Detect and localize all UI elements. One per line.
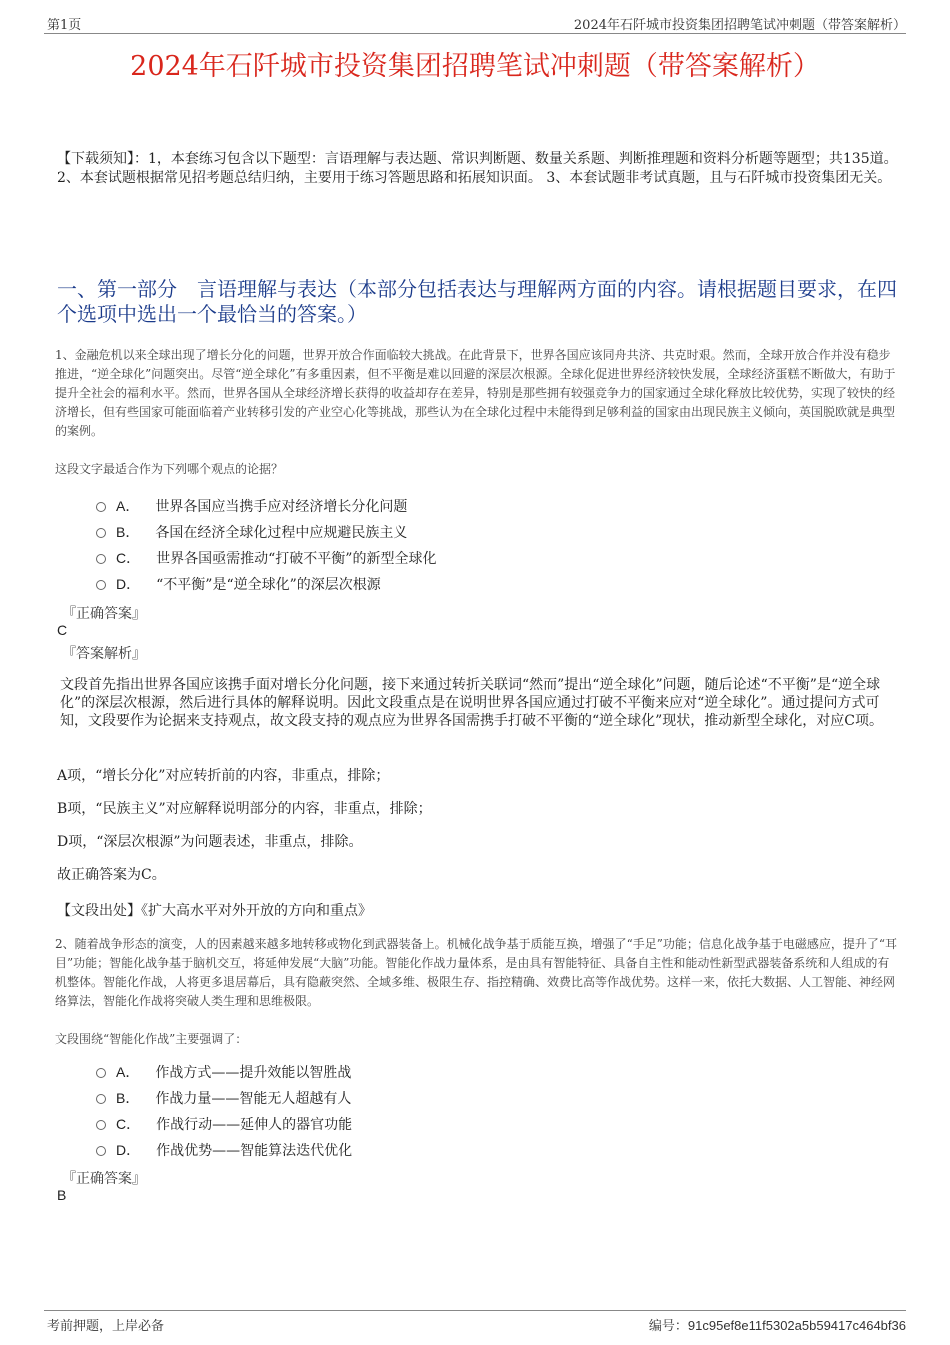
- radio-icon[interactable]: [96, 1146, 106, 1156]
- footer-divider: [44, 1310, 906, 1311]
- q1-option-b[interactable]: B． 各国在经济全球化过程中应规避民族主义: [96, 523, 407, 542]
- page-number: 第1页: [47, 18, 82, 33]
- radio-icon[interactable]: [96, 580, 106, 590]
- page-title: 2024年石阡城市投资集团招聘笔试冲刺题（带答案解析）: [130, 51, 820, 82]
- header-doc-title: 2024年石阡城市投资集团招聘笔试冲刺题（带答案解析）: [573, 18, 906, 33]
- radio-icon[interactable]: [96, 528, 106, 538]
- radio-icon[interactable]: [96, 502, 106, 512]
- q1-option-d[interactable]: D． “不平衡”是“逆全球化”的深层次根源: [96, 575, 381, 594]
- q2-answer-label: 『正确答案』: [62, 1171, 146, 1187]
- footer-code: 编号：91c95ef8e11f5302a5b59417c464bf36: [648, 1318, 906, 1334]
- q1-passage: 1、金融危机以来全球出现了增长分化的问题，世界开放合作面临较大挑战。在此背景下，世界各国应该同舟共济、共克时艰。然而，全球开放合作并没有稳步推进，“逆全球化”问题突出。尽管“逆全球化”有多重因素，但不平衡是难以回避的深层次根源。全球化促进世界经济较快发展，全球经济蛋糕不断做大，有助于提升全社会的福利水平。然而，世界各国从全球经济增长获得的收益却存在差异，特别是那些拥有较强竞争力的国家通过全球化释放比较优势，实现了较快的经济增长，但有些国家可能面临着产业转移引发的产业空心化等挑战，那些认为在全球化过程中未能得到足够利益的国家由出现民族主义倾向，英国脱欧就是典型的案例。: [55, 348, 896, 438]
- radio-icon[interactable]: [96, 1068, 106, 1078]
- q1-analysis-a: A项，“增长分化”对应转折前的内容，非重点，排除；: [57, 768, 390, 784]
- q1-answer: C: [57, 622, 68, 638]
- download-notice: 【下载须知】：1，本套练习包含以下题型：言语理解与表达题、常识判断题、数量关系题、判断推理题和资料分析题等题型；共135道。 2、本套试题根据常见招考题总结归纳，主要用于练习答题思路和拓展知识面。 3、本套试题非考试真题，且与石阡城市投资集团无关。: [57, 151, 898, 186]
- q1-analysis-d: D项，“深层次根源”为问题表述，非重点，排除。: [57, 834, 363, 850]
- footer-slogan: 考前押题，上岸必备: [47, 1319, 165, 1334]
- q1-conclusion: 故正确答案为C。: [57, 867, 166, 883]
- q2-passage: 2、随着战争形态的演变，人的因素越来越多地转移或物化到武器装备上。机械化战争基于质能互换，增强了“手足”功能；信息化战争基于电磁感应，提升了“耳目”功能；智能化战争基于脑机交互，将延伸发展“大脑”功能。智能化作战力量体系，是由具有智能特征、具备自主性和能动性新型武器装备系统和人组成的有机整体。智能化作战，人将更多退居幕后，具有隐蔽突然、全域多维、极限生存、指控精确、效费比高等作战优势。这样一来，依托大数据、人工智能、神经网络算法，智能化作战将突破人类生理和思维极限。: [55, 937, 898, 1008]
- q2-option-d[interactable]: D． 作战优势——智能算法迭代优化: [96, 1141, 352, 1160]
- q2-option-c[interactable]: C． 作战行动——延伸人的器官功能: [96, 1115, 352, 1134]
- q1-option-a[interactable]: A． 世界各国应当携手应对经济增长分化问题: [96, 497, 407, 516]
- q1-analysis-label: 『答案解析』: [62, 646, 146, 662]
- q2-option-b[interactable]: B． 作战力量——智能无人超越有人: [96, 1089, 351, 1108]
- q1-answer-label: 『正确答案』: [62, 606, 146, 622]
- q2-option-a[interactable]: A． 作战方式——提升效能以智胜战: [96, 1063, 351, 1082]
- radio-icon[interactable]: [96, 1120, 106, 1130]
- q1-analysis-b: B项，“民族主义”对应解释说明部分的内容，非重点，排除；: [57, 801, 432, 817]
- radio-icon[interactable]: [96, 1094, 106, 1104]
- radio-icon[interactable]: [96, 554, 106, 564]
- q1-option-c[interactable]: C． 世界各国亟需推动“打破不平衡”的新型全球化: [96, 549, 436, 568]
- header-divider: [44, 33, 906, 34]
- section-heading: 一、第一部分 言语理解与表达（本部分包括表达与理解两方面的内容。请根据题目要求，在四个选项中选出一个最恰当的答案。）: [57, 277, 897, 326]
- q1-analysis: 文段首先指出世界各国应该携手面对增长分化问题，接下来通过转折关联词“然而”提出“逆全球化”问题，随后论述“不平衡”是“逆全球化”的深层次根源，然后进行具体的解释说明。因此文段重点是在说明世界各国应通过打破不平衡来应对“逆全球化”。通过提问方式可知，文段要作为论据来支持观点，故文段支持的观点应为世界各国需携手打破不平衡的“逆全球化”现状，推动新型全球化，对应C项。: [60, 677, 884, 729]
- q1-prompt: 这段文字最适合作为下列哪个观点的论据？: [55, 462, 284, 476]
- q1-source: 【文段出处】《扩大高水平对外开放的方向和重点》: [57, 903, 372, 919]
- q2-answer: B: [57, 1187, 67, 1203]
- q2-prompt: 文段围绕“智能化作战”主要强调了：: [55, 1032, 248, 1046]
